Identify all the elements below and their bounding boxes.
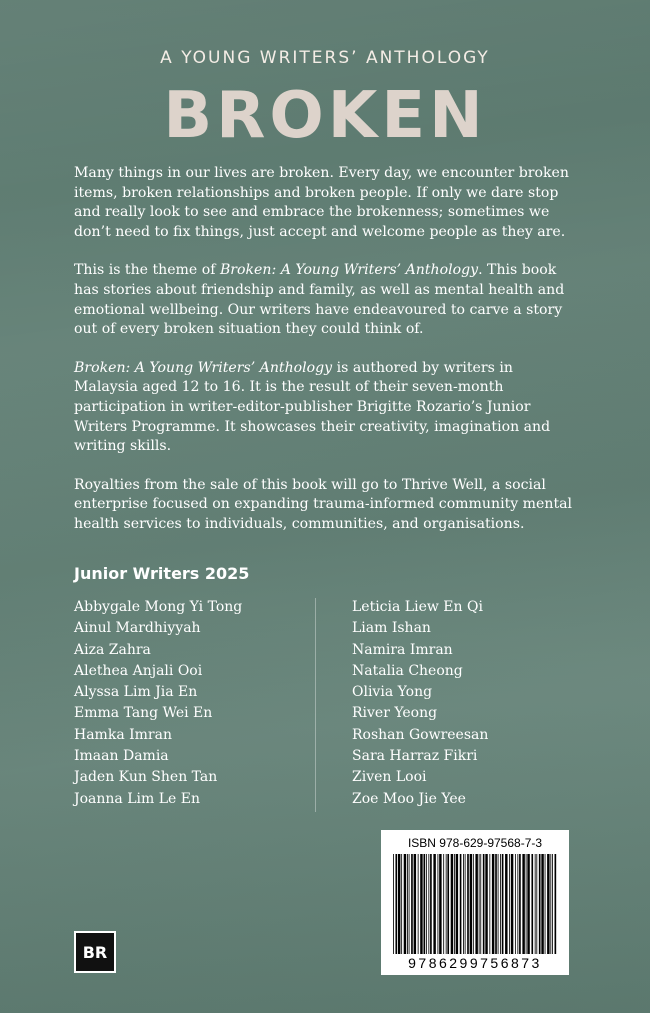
barcode-bar (475, 854, 477, 954)
writer-name: Natalia Cheong (352, 662, 463, 679)
cover-title: BROKEN (163, 79, 487, 153)
barcode-bar (483, 854, 485, 954)
publisher-logo-text: BR (82, 942, 108, 962)
barcode-bar (502, 854, 504, 954)
barcode-bar (451, 854, 453, 954)
writer-name: Ziven Looi (352, 769, 427, 786)
barcode-bar (531, 854, 533, 954)
barcode-bar (545, 854, 546, 954)
barcode-bar (519, 854, 521, 954)
barcode-bar (535, 854, 536, 954)
blurb-paragraph-2 (74, 261, 574, 339)
writers-list-left (74, 597, 304, 810)
writer-name: River Yeong (352, 705, 438, 722)
barcode-bar (522, 854, 524, 954)
barcode-bar (393, 854, 394, 954)
writer-name: Olivia Yong (352, 684, 433, 701)
writer-name: Emma Tang Wei En (74, 705, 213, 722)
barcode-bar (430, 854, 432, 954)
barcode-bar (463, 854, 464, 954)
barcode-bar (446, 854, 447, 954)
blurb-p3-post: is authored by writers in Malaysia aged 12 to 16. It is the result of their seven-month participation in writer-editor-publisher Brigitte Rozario’s Junior Writers Programme. It showcases their creativity, imagination and writing skills. (74, 359, 551, 455)
barcode-bar (423, 854, 425, 954)
barcode-bar (428, 854, 429, 954)
blurb-paragraph-4: Royalties from the sale of this book will go to Thrive Well, a social enterprise focused on expanding trauma-informed community mental health services to individuals, communities, and organisations. (74, 476, 573, 532)
blurb (74, 164, 574, 554)
blurb-paragraph-1: Many things in our lives are broken. Every day, we encounter broken items, broken relationships and broken people. If only we dare stop and really look to see and embrace the brokenness; sometimes we don’t need to fix things, just accept and welcome people as they are. (74, 165, 569, 240)
barcode-bar (541, 854, 543, 954)
barcode-bar (492, 854, 494, 954)
barcode-bar (460, 854, 462, 954)
barcode-bar (526, 854, 527, 954)
barcode-bar (509, 854, 510, 954)
barcode-bar (498, 854, 499, 954)
writer-name: Jaden Kun Shen Tan (74, 769, 218, 786)
barcode-bar (439, 854, 441, 954)
barcode-bar (473, 854, 474, 954)
writer-name: Abbygale Mong Yi Tong (74, 599, 243, 615)
cover-subtitle: A YOUNG WRITERS’ ANTHOLOGY (160, 48, 490, 68)
writer-name: Ainul Mardhiyyah (74, 620, 201, 637)
barcode-bar (511, 854, 513, 954)
writer-name: Namira Imran (352, 641, 453, 658)
publisher-logo (74, 931, 116, 973)
barcode-bar (495, 854, 497, 954)
barcode-bar (505, 854, 507, 954)
writer-name: Leticia Liew En Qi (352, 599, 483, 615)
barcode-bar (407, 854, 408, 954)
barcode-bar (401, 854, 402, 954)
barcode-digits: 9786299756873 (408, 955, 542, 971)
barcode-bars (393, 854, 557, 954)
barcode-bar (454, 854, 455, 954)
barcode-bar (467, 854, 469, 954)
writer-name: Zoe Moo Jie Yee (352, 790, 466, 807)
barcode-bar (447, 854, 449, 954)
barcode-bar (420, 854, 422, 954)
barcode-bar (479, 854, 480, 954)
barcode-bar (500, 854, 501, 954)
blurb-p3-book-title: Broken: A Young Writers’ Anthology (74, 359, 333, 376)
barcode-bar (550, 854, 551, 954)
barcode-bar (536, 854, 537, 954)
barcode-bar (485, 854, 487, 954)
barcode-bar (489, 854, 490, 954)
barcode-bar (515, 854, 516, 954)
writer-name: Roshan Gowreesan (352, 726, 489, 743)
writer-name: Sara Harraz Fikri (352, 748, 478, 765)
barcode-bar (539, 854, 541, 954)
barcode-bar (411, 854, 413, 954)
barcode-bar (527, 854, 529, 954)
barcode-bar (547, 854, 549, 954)
barcode-bar (443, 854, 444, 954)
writer-name: Hamka Imran (74, 726, 172, 743)
blurb-p2-pre: This is the theme of (74, 262, 220, 279)
column-divider (315, 598, 316, 812)
barcode-bar (418, 854, 419, 954)
blurb-p2-book-title: Broken: A Young Writers’ Anthology (219, 262, 479, 279)
barcode-bar (438, 854, 439, 954)
barcode-bar (465, 854, 466, 954)
barcode-bar (456, 854, 458, 954)
barcode-bar (517, 854, 518, 954)
barcode-bar (409, 854, 410, 954)
blurb-p2-post: . This book has stories about friendship and family, as well as mental health and emotional wellbeing. Our writers have endeavoured to carve a story out of every broken situation they could think of. (74, 262, 565, 338)
barcode-bar (395, 854, 397, 954)
isbn-label: ISBN 978-629-97568-7-3 (407, 836, 543, 850)
barcode-bar (426, 854, 427, 954)
writer-name: Alyssa Lim Jia En (74, 684, 198, 701)
isbn-barcode (381, 830, 569, 975)
barcode-bar (433, 854, 435, 954)
barcode-bar (414, 854, 416, 954)
barcode-bar (398, 854, 400, 954)
barcode-bar (470, 854, 472, 954)
barcode-bar (555, 854, 557, 954)
writer-name: Joanna Lim Le En (74, 790, 200, 807)
writers-list-right (352, 597, 592, 810)
writer-name: Alethea Anjali Ooi (74, 662, 203, 679)
blurb-paragraph-3 (74, 359, 574, 457)
barcode-bar (404, 854, 406, 954)
writer-name: Aiza Zahra (74, 641, 151, 658)
writer-name: Liam Ishan (352, 620, 431, 637)
writer-name: Imaan Damia (74, 748, 169, 765)
barcode-bar (552, 854, 553, 954)
barcode-bar (480, 854, 481, 954)
writers-heading: Junior Writers 2025 (74, 564, 250, 583)
